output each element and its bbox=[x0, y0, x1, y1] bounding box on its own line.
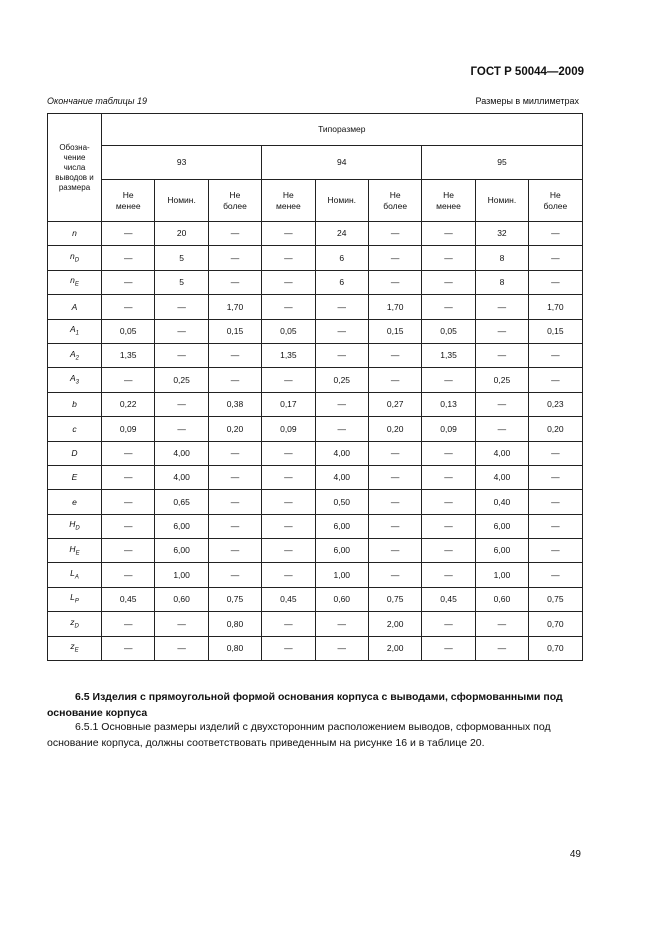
section-paragraph bbox=[47, 719, 582, 751]
table-cell: — bbox=[208, 441, 261, 465]
table-cell: 6,00 bbox=[155, 539, 208, 563]
column-header: Не менее bbox=[102, 180, 155, 222]
table-row bbox=[48, 490, 583, 514]
table-cell: — bbox=[262, 368, 315, 392]
table-cell: — bbox=[262, 563, 315, 587]
table-cell: — bbox=[475, 343, 528, 367]
table-cell: — bbox=[529, 490, 582, 514]
table-cell: — bbox=[529, 563, 582, 587]
table-cell: — bbox=[208, 563, 261, 587]
table-cell: — bbox=[102, 465, 155, 489]
table-cell: 6,00 bbox=[475, 514, 528, 538]
table-cell: — bbox=[315, 417, 368, 441]
row-symbol: $A_1$ bbox=[48, 319, 102, 343]
row-symbol: A bbox=[48, 295, 102, 319]
table-cell: — bbox=[422, 465, 475, 489]
table-cell: — bbox=[315, 636, 368, 660]
table-cell: — bbox=[529, 270, 582, 294]
table-cell: 0,20 bbox=[208, 417, 261, 441]
page-number: 49 bbox=[569, 849, 581, 860]
table-cell: 0,75 bbox=[208, 587, 261, 611]
table-cell: 1,00 bbox=[475, 563, 528, 587]
table-cell: — bbox=[529, 441, 582, 465]
table-cell: — bbox=[155, 417, 208, 441]
table-cell: 0,50 bbox=[315, 490, 368, 514]
paragraph-text: Основные размеры изделий с двухсторонним расположением выводов, сформованных под основание корпуса, должны соответствовать приведенным на рисунке 16 и в таблице 20. bbox=[47, 721, 551, 749]
table-cell: — bbox=[529, 514, 582, 538]
row-symbol: $z_E$ bbox=[48, 636, 102, 660]
table-cell: — bbox=[102, 636, 155, 660]
section-title: Изделия с прямоугольной формой основания корпуса с выводами, сформованными под основание корпуса bbox=[47, 691, 563, 719]
table-cell: — bbox=[422, 295, 475, 319]
table-cell: — bbox=[208, 490, 261, 514]
table-cell: 6,00 bbox=[155, 514, 208, 538]
table-cell: 5 bbox=[155, 270, 208, 294]
table-cell: — bbox=[422, 270, 475, 294]
table-cell: 0,60 bbox=[315, 587, 368, 611]
row-symbol: $A_2$ bbox=[48, 343, 102, 367]
table-cell: — bbox=[368, 368, 421, 392]
column-header: Не менее bbox=[262, 180, 315, 222]
row-symbol: $n_D$ bbox=[48, 246, 102, 270]
table-cell: — bbox=[475, 295, 528, 319]
table-row bbox=[48, 343, 583, 367]
table-cell: — bbox=[422, 490, 475, 514]
table-cell: — bbox=[155, 343, 208, 367]
table-cell: 4,00 bbox=[475, 441, 528, 465]
row-symbol: b bbox=[48, 392, 102, 416]
table-cell: 0,75 bbox=[529, 587, 582, 611]
table-cell: 0,05 bbox=[102, 319, 155, 343]
table-cell: — bbox=[529, 465, 582, 489]
table-cell: — bbox=[422, 636, 475, 660]
table-row bbox=[48, 514, 583, 538]
table-cell: 0,80 bbox=[208, 612, 261, 636]
table-cell: — bbox=[262, 246, 315, 270]
table-cell: 0,70 bbox=[529, 612, 582, 636]
table-cell: 0,45 bbox=[102, 587, 155, 611]
size-header-94: 94 bbox=[262, 146, 422, 180]
table-cell: 0,40 bbox=[475, 490, 528, 514]
table-cell: 0,15 bbox=[529, 319, 582, 343]
table-cell: 0,20 bbox=[529, 417, 582, 441]
table-cell: 8 bbox=[475, 270, 528, 294]
table-cell: — bbox=[529, 343, 582, 367]
table-cell: — bbox=[208, 514, 261, 538]
table-cell: 0,80 bbox=[208, 636, 261, 660]
column-header: Не более bbox=[529, 180, 582, 222]
row-symbol: $L_A$ bbox=[48, 563, 102, 587]
table-cell: — bbox=[262, 295, 315, 319]
table-cell: — bbox=[155, 636, 208, 660]
row-symbol: D bbox=[48, 441, 102, 465]
size-header-93: 93 bbox=[102, 146, 262, 180]
column-header: Не менее bbox=[422, 180, 475, 222]
row-symbol: $H_E$ bbox=[48, 539, 102, 563]
table-cell: — bbox=[368, 343, 421, 367]
table-cell: — bbox=[208, 368, 261, 392]
row-symbol: $z_D$ bbox=[48, 612, 102, 636]
table-cell: — bbox=[422, 563, 475, 587]
table-cell: 0,20 bbox=[368, 417, 421, 441]
table-cell: 0,05 bbox=[422, 319, 475, 343]
table-cell: 5 bbox=[155, 246, 208, 270]
table-cell: — bbox=[102, 612, 155, 636]
document-title: ГОСТ Р 50044—2009 bbox=[470, 66, 584, 78]
table-cell: 1,70 bbox=[208, 295, 261, 319]
column-header: Не более bbox=[368, 180, 421, 222]
table-cell: 0,25 bbox=[475, 368, 528, 392]
table-cell: 0,09 bbox=[102, 417, 155, 441]
table-cell: 0,70 bbox=[529, 636, 582, 660]
table-cell: — bbox=[208, 246, 261, 270]
table-cell: 0,65 bbox=[155, 490, 208, 514]
table-row bbox=[48, 319, 583, 343]
table-cell: — bbox=[529, 539, 582, 563]
table-row bbox=[48, 246, 583, 270]
table-cell: — bbox=[368, 563, 421, 587]
table-cell: — bbox=[368, 246, 421, 270]
section-number: 6.5 bbox=[75, 691, 90, 703]
table-cell: 0,60 bbox=[155, 587, 208, 611]
table-row bbox=[48, 587, 583, 611]
column-header: Не более bbox=[208, 180, 261, 222]
table-row bbox=[48, 417, 583, 441]
table-cell: — bbox=[422, 368, 475, 392]
table-cell: — bbox=[102, 514, 155, 538]
table-cell: — bbox=[262, 222, 315, 246]
table-cell: 4,00 bbox=[155, 465, 208, 489]
table-row bbox=[48, 612, 583, 636]
table-cell: 4,00 bbox=[315, 465, 368, 489]
row-symbol: $L_P$ bbox=[48, 587, 102, 611]
table-row bbox=[48, 563, 583, 587]
table-cell: — bbox=[102, 222, 155, 246]
section-heading bbox=[47, 689, 582, 721]
table-cell: — bbox=[102, 441, 155, 465]
table-cell: — bbox=[368, 222, 421, 246]
table-cell: — bbox=[529, 222, 582, 246]
table-cell: — bbox=[422, 612, 475, 636]
table-cell: — bbox=[262, 636, 315, 660]
table-cell: — bbox=[315, 392, 368, 416]
row-symbol: $H_D$ bbox=[48, 514, 102, 538]
table-row bbox=[48, 465, 583, 489]
table-cell: — bbox=[422, 246, 475, 270]
table-cell: 0,15 bbox=[208, 319, 261, 343]
table-cell: 1,35 bbox=[262, 343, 315, 367]
table-cell: 0,17 bbox=[262, 392, 315, 416]
table-cell: 1,35 bbox=[102, 343, 155, 367]
table-cell: — bbox=[368, 441, 421, 465]
dimensions-table bbox=[47, 113, 583, 661]
paragraph-number: 6.5.1 bbox=[75, 721, 99, 733]
table-cell: — bbox=[315, 295, 368, 319]
table-cell: — bbox=[368, 514, 421, 538]
table-cell: — bbox=[208, 539, 261, 563]
table-cell: 1,00 bbox=[315, 563, 368, 587]
table-cell: — bbox=[262, 441, 315, 465]
table-cell: — bbox=[102, 246, 155, 270]
table-cell: 0,22 bbox=[102, 392, 155, 416]
row-symbol: e bbox=[48, 490, 102, 514]
table-cell: — bbox=[475, 636, 528, 660]
table-cell: — bbox=[262, 270, 315, 294]
table-cell: 4,00 bbox=[155, 441, 208, 465]
table-cell: 1,00 bbox=[155, 563, 208, 587]
units-caption: Размеры в миллиметрах bbox=[475, 96, 579, 106]
table-cell: 0,09 bbox=[262, 417, 315, 441]
table-cell: — bbox=[368, 490, 421, 514]
table-row bbox=[48, 441, 583, 465]
table-cell: 2,00 bbox=[368, 636, 421, 660]
type-size-header: Типоразмер bbox=[102, 114, 583, 146]
table-cell: — bbox=[529, 368, 582, 392]
table-cell: 1,35 bbox=[422, 343, 475, 367]
table-cell: — bbox=[262, 465, 315, 489]
table-cell: — bbox=[155, 319, 208, 343]
table-cell: — bbox=[262, 490, 315, 514]
table-cell: — bbox=[102, 490, 155, 514]
row-symbol: c bbox=[48, 417, 102, 441]
table-cell: 1,70 bbox=[529, 295, 582, 319]
table-cell: 0,60 bbox=[475, 587, 528, 611]
table-cell: — bbox=[262, 539, 315, 563]
table-cell: 1,70 bbox=[368, 295, 421, 319]
table-cell: — bbox=[155, 295, 208, 319]
table-cell: 6,00 bbox=[475, 539, 528, 563]
table-cell: — bbox=[102, 368, 155, 392]
table-cell: 0,25 bbox=[155, 368, 208, 392]
table-cell: 0,27 bbox=[368, 392, 421, 416]
table-cell: 0,15 bbox=[368, 319, 421, 343]
table-cell: — bbox=[475, 392, 528, 416]
table-cell: — bbox=[262, 612, 315, 636]
table-cell: — bbox=[155, 392, 208, 416]
table-cell: 6 bbox=[315, 246, 368, 270]
size-header-95: 95 bbox=[422, 146, 582, 180]
table-cell: 6 bbox=[315, 270, 368, 294]
table-row bbox=[48, 222, 583, 246]
table-cell: — bbox=[208, 270, 261, 294]
column-header: Номин. bbox=[475, 180, 528, 222]
table-cell: — bbox=[422, 441, 475, 465]
table-cell: 6,00 bbox=[315, 539, 368, 563]
table-row bbox=[48, 636, 583, 660]
table-cell: — bbox=[368, 465, 421, 489]
table-cell: 0,38 bbox=[208, 392, 261, 416]
table-cell: — bbox=[102, 270, 155, 294]
designation-header: Обозна- чение числа выводов и размера bbox=[48, 114, 102, 222]
row-symbol: $A_3$ bbox=[48, 368, 102, 392]
column-header: Номин. bbox=[315, 180, 368, 222]
table-row bbox=[48, 295, 583, 319]
table-cell: 0,05 bbox=[262, 319, 315, 343]
table-cell: 0,45 bbox=[262, 587, 315, 611]
table-cell: — bbox=[422, 539, 475, 563]
table-cell: — bbox=[475, 417, 528, 441]
table-row bbox=[48, 392, 583, 416]
table-row bbox=[48, 539, 583, 563]
table-cell: — bbox=[102, 563, 155, 587]
table-cell: 24 bbox=[315, 222, 368, 246]
table-cell: — bbox=[529, 246, 582, 270]
table-cell: — bbox=[422, 514, 475, 538]
table-cell: 4,00 bbox=[475, 465, 528, 489]
table-cell: — bbox=[262, 514, 315, 538]
table-cell: — bbox=[102, 539, 155, 563]
table-cell: — bbox=[315, 343, 368, 367]
table-cell: 0,09 bbox=[422, 417, 475, 441]
table-cell: — bbox=[102, 295, 155, 319]
table-cell: — bbox=[155, 612, 208, 636]
table-cell: — bbox=[208, 465, 261, 489]
table-cell: — bbox=[368, 270, 421, 294]
table-cell: 4,00 bbox=[315, 441, 368, 465]
table-cell: 0,25 bbox=[315, 368, 368, 392]
table-cell: — bbox=[208, 343, 261, 367]
table-cell: 6,00 bbox=[315, 514, 368, 538]
table-cell: — bbox=[422, 222, 475, 246]
table-row bbox=[48, 270, 583, 294]
table-cell: — bbox=[315, 319, 368, 343]
table-cell: — bbox=[315, 612, 368, 636]
table-cell: 8 bbox=[475, 246, 528, 270]
row-symbol: $n_E$ bbox=[48, 270, 102, 294]
table-cell: 0,23 bbox=[529, 392, 582, 416]
table-cell: 20 bbox=[155, 222, 208, 246]
table-cell: 32 bbox=[475, 222, 528, 246]
table-cell: — bbox=[475, 319, 528, 343]
table-cell: — bbox=[475, 612, 528, 636]
table-cell: 0,45 bbox=[422, 587, 475, 611]
row-symbol: E bbox=[48, 465, 102, 489]
table-cell: 0,13 bbox=[422, 392, 475, 416]
table-cell: — bbox=[368, 539, 421, 563]
table-continuation-caption: Окончание таблицы 19 bbox=[47, 96, 147, 106]
column-header: Номин. bbox=[155, 180, 208, 222]
table-row bbox=[48, 368, 583, 392]
row-symbol: n bbox=[48, 222, 102, 246]
table-cell: 0,75 bbox=[368, 587, 421, 611]
table-cell: — bbox=[208, 222, 261, 246]
table-cell: 2,00 bbox=[368, 612, 421, 636]
